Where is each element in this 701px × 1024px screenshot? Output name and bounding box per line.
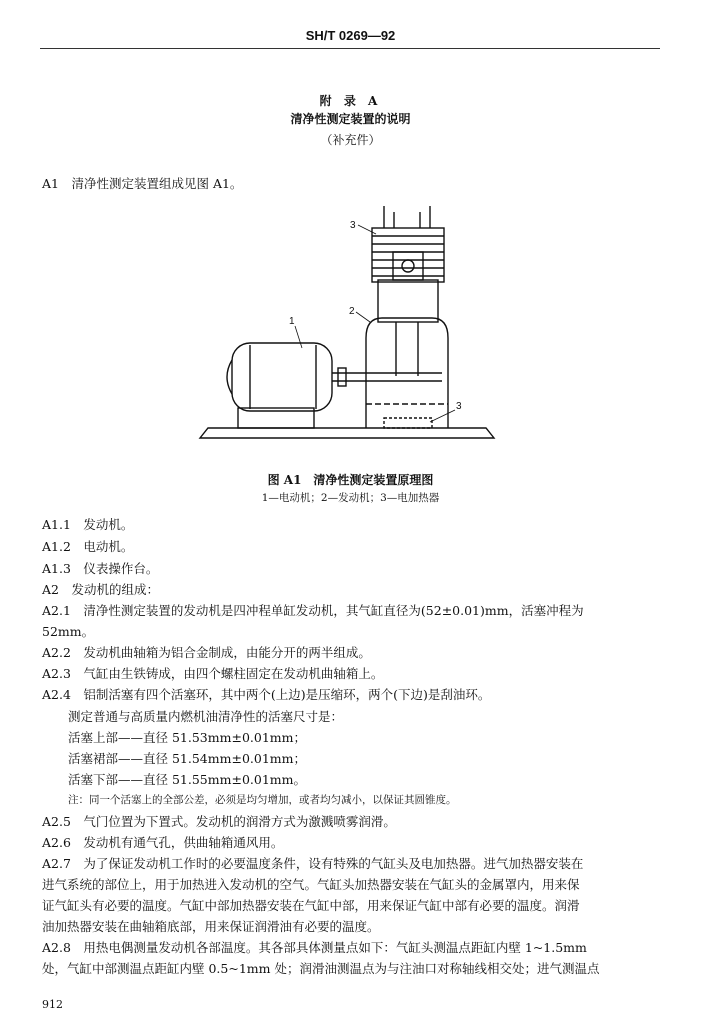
text-line: A2.1 清净性测定装置的发动机是四冲程单缸发动机，其气缸直径为(52±0.01)mm，活塞冲程为 (42, 603, 584, 618)
apparatus-figure (190, 200, 500, 462)
text-line: 活塞裙部——直径 51.54mm±0.01mm； (68, 751, 306, 766)
text-line: A2.3 气缸由生铁铸成，由四个螺柱固定在发动机曲轴箱上。 (42, 666, 384, 681)
callout-2: 2 (349, 306, 355, 317)
text-line: 证气缸头有必要的温度。气缸中部加热器安装在气缸中部，用来保证气缸中部有必要的温度。润滑 (42, 898, 580, 913)
text-line: 测定普通与高质量内燃机油清净性的活塞尺寸是： (68, 709, 344, 724)
text-line: A2.4 铝制活塞有四个活塞环，其中两个(上边)是压缩环，两个(下边)是刮油环。 (42, 687, 491, 702)
electric-motor (232, 343, 332, 411)
text-line: 进气系统的部位上，用于加热进入发动机的空气。气缸头加热器安装在气缸头的金属罩内，用来保 (42, 877, 580, 892)
text-line: 52mm。 (42, 624, 95, 639)
cylinder (378, 280, 438, 322)
text-line: A2.5 气门位置为下置式。发动机的润滑方式为激溅喷雾润滑。 (42, 814, 396, 829)
text-line: A1.3 仪表操作台。 (42, 561, 159, 576)
document-header: SH/T 0269—92 (305, 28, 396, 43)
header-rule (40, 48, 660, 49)
appendix-note: （补充件） (320, 133, 381, 147)
text-line: A1.2 电动机。 (42, 539, 134, 554)
text-line: A2.6 发动机有通气孔，供曲轴箱通风用。 (42, 835, 284, 850)
callout-3-top: 3 (350, 220, 356, 231)
text-line: A2 发动机的组成： (42, 582, 159, 597)
text-line: 处，气缸中部测温点距缸内壁 0.5~1mm 处；润滑油测温点为与注油口对称轴线相交处；进气测温点 (42, 961, 600, 976)
text-line: 活塞下部——直径 51.55mm±0.01mm。 (68, 772, 306, 787)
text-line: 活塞上部——直径 51.53mm±0.01mm； (68, 730, 306, 745)
appendix-subtitle: 清净性测定装置的说明 (290, 112, 411, 126)
text-line: A1 清净性测定装置组成见图 A1。 (42, 176, 243, 191)
figure-caption: 图 A1 清净性测定装置原理图 (267, 473, 434, 487)
appendix-title: 附 录 A (319, 94, 382, 108)
text-line: A2.8 用热电偶测量发动机各部温度。其各部具体测量点如下：气缸头测温点距缸内壁 1~1.5mm (42, 940, 587, 955)
text-line: A1.1 发动机。 (42, 517, 134, 532)
callout-1: 1 (289, 316, 295, 327)
text-line: A2.7 为了保证发动机工作时的必要温度条件，设有特殊的气缸头及电加热器。进气加热器安装在 (42, 856, 584, 871)
text-line: 油加热器安装在曲轴箱底部，用来保证润滑油有必要的温度。 (42, 919, 380, 934)
callout-3-bottom: 3 (456, 401, 462, 412)
figure-legend: 1—电动机；2—发动机；3—电加热器 (261, 492, 440, 504)
base-plate (200, 428, 494, 438)
page-number: 912 (42, 998, 63, 1011)
coupling (338, 368, 346, 386)
note-line: 注：同一个活塞上的全部公差，必须是均匀增加，或者均匀减小，以保证其圆锥度。 (68, 794, 457, 806)
oil-heater (384, 418, 432, 428)
text-line: A2.2 发动机曲轴箱为铝合金制成，由能分开的两半组成。 (42, 645, 371, 660)
